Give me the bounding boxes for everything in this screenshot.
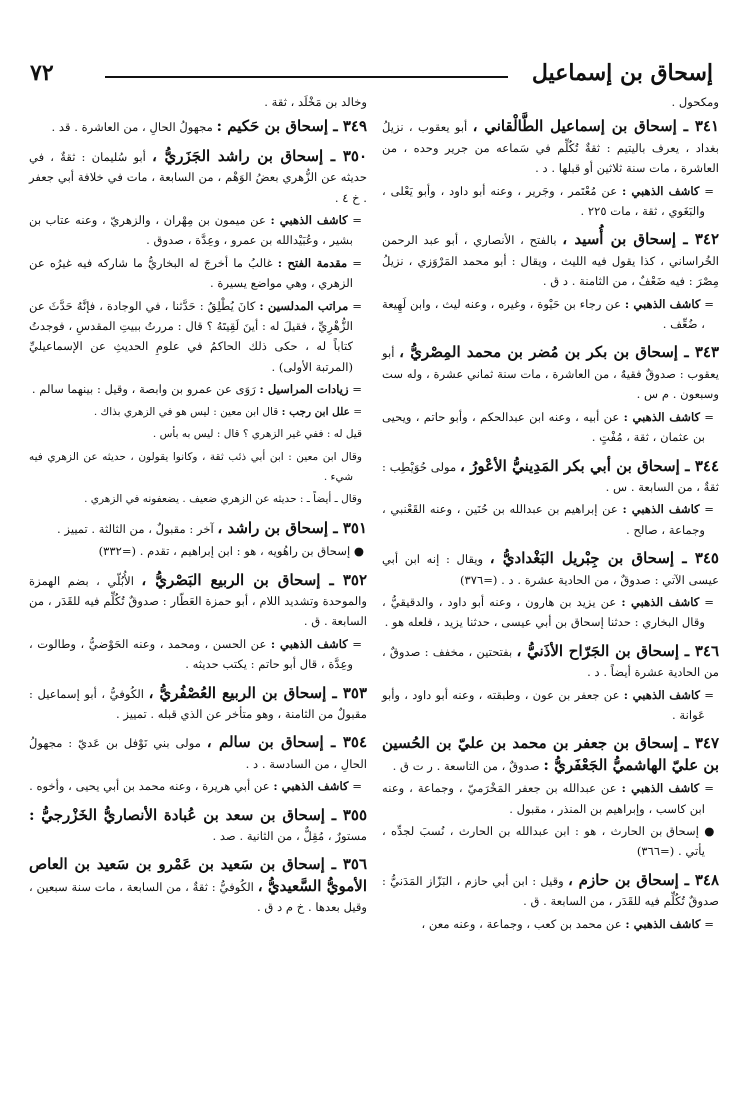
note-label: كاشف الذهبي : bbox=[621, 781, 700, 796]
entry-body: أبو سُليمان : ثقةٌ ، في حديثه عن الزُّهري بعضُ الوَهْم ، من السابعة ، مات في خلافة أبي جعفر . خ ٤ . bbox=[29, 149, 367, 205]
note-text: عن الحسن ، ومحمد ، وعنه الحَوْضيُّ ، وطالوت ، وعِدَّة ، قال أبو حاتم : يكتب حديثه . bbox=[29, 636, 353, 672]
note-kashif: = كاشف الذهبي : عن أبي هريرة ، وعنه محمد بن أبي يحيى ، وأخوه . bbox=[29, 779, 362, 794]
entry-heading: ٣٤٧ ـ إسحاق بن جعفر بن محمد بن عليّ بن الحُسين بن عليّ الهاشميُّ الجَعْفَريُّ : bbox=[382, 734, 719, 774]
entry-body: مجهولُ الحالِ ، من العاشرة . قد . bbox=[51, 120, 217, 135]
continuation-text: وخالد بن مَخْلَد ، ثقة . bbox=[264, 95, 367, 109]
note-kashif: = كاشف الذهبي : عن إبراهيم بن عبدالله بن حُنَين ، وعنه القَعْنبي ، وجماعة ، صالح . bbox=[382, 502, 714, 537]
note-kashif: = كاشف الذهبي : عن رجاء بن حَيْوة ، وغيره ، وعنه ليث ، وابن لَهِيعة ، ضُعِّف . bbox=[382, 296, 714, 332]
entry-body: مولى بني نَوْفل بن عَديّ : مجهولُ الحالِ ، من السادسة . د . bbox=[29, 736, 367, 771]
note-text: عن يزيد بن هارون ، وعنه أبو داود ، والدقيقيُّ ، وقال البخاري : حدثنا إسحاق بن أبي عيسى ، حدثنا يزيد ، فلعله هو . bbox=[382, 594, 705, 630]
note-text: عن محمد بن كعب ، وجماعة ، وعنه معن ، bbox=[421, 916, 626, 931]
page-number: ٧٢ bbox=[30, 60, 54, 86]
entry-heading: ٣٥٥ ـ إسحاق بن سعد بن عُبادة الأنصاريُّ الخَزْرجيُّ : bbox=[29, 805, 367, 824]
note-kashif: = كاشف الذهبي : عن أبيه ، وعنه ابن عبدالحكم ، وأبو حاتم ، ويحيى بن عثمان ، ثقة ، مُفْتٍ . bbox=[382, 409, 714, 445]
note-label: كاشف الذهبي : bbox=[624, 296, 701, 311]
note-text: عن عبدالله بن جعفر المَخْرَميّ ، وجماعة ، وعنه ابن كاسب ، وإبراهيم بن المنذر ، مقبول . bbox=[382, 781, 705, 816]
entry-heading: ٣٥٢ ـ إسحاق بن الربيع البَصْريُّ ، bbox=[141, 570, 367, 589]
entry-body: بالفتح ، الأنصاري ، أبو عبد الرحمن الخُراساني ، كذا يقول فيه الليث ، ويقال : أبو محمد المَرْوَزي ، نزيلُ مِصْرَ : فيه ضَعْفٌ ، من الثامنة . د ق . bbox=[382, 233, 719, 289]
note-muqaddima: = مقدمة الفتح : غالبُ ما أخرجَ له البخاريُّ ما شاركه فيه غيرُه عن الزهري ، وهي مواضع يسيرة . bbox=[29, 255, 362, 291]
entry-heading: ٣٥٤ ـ إسحاق بن سالم ، bbox=[206, 733, 367, 752]
entry-heading: ٣٤٤ ـ إسحاق بن أبي بكر المَدِينيُّ الأعْورُ ، bbox=[459, 456, 719, 475]
entry-heading: ٣٤٩ ـ إسحاق بن حَكيم : bbox=[216, 117, 367, 136]
entry-heading: ٣٤٣ ـ إسحاق بن بكر بن مُضر بن محمد المِصْريُّ ، bbox=[399, 343, 719, 362]
entry-heading: ٣٤٥ ـ إسحاق بن جِبْريل البَغْداديُّ ، bbox=[489, 549, 719, 568]
note-kashif: = كاشف الذهبي : عن محمد بن كعب ، وجماعة ، وعنه معن ، bbox=[421, 916, 714, 931]
left-column bbox=[29, 92, 367, 926]
entry-356 bbox=[29, 854, 367, 917]
note-text: عن أبيه ، وعنه ابن عبدالحكم ، وأبو حاتم ، ويحيى بن عثمان ، ثقة ، مُفْتٍ . bbox=[382, 409, 705, 445]
entry-344 bbox=[382, 456, 719, 541]
note-label: كاشف الذهبي : bbox=[621, 594, 700, 609]
note-kashif: = كاشف الذهبي : عن مُعْتَمر ، وجَرير ، وعنه أبو داود ، وأبو يَعْلى ، والبَغَوي ، ثقة ، مات ٢٢٥ . bbox=[382, 183, 714, 219]
entry-heading: ٣٤٨ ـ إسحاق بن حازم ، bbox=[568, 870, 719, 889]
entry-heading: ٣٤١ ـ إسحاق بن إسماعيل الطَّالْقاني ، bbox=[472, 117, 720, 136]
entry-body: الكُوفيُّ : ثقةٌ ، من السابعة ، مات سنة سبعين ، وقيل بعدها . خ م د ق . bbox=[29, 879, 367, 915]
entry-body: الكُوفيُّ ، أبو إسماعيل : مقبولٌ من الثامنة ، وهو متأخر عن الذي قبله . تمييز . bbox=[29, 686, 367, 721]
note-label: كاشف الذهبي : bbox=[622, 502, 700, 517]
note-label: كاشف الذهبي : bbox=[623, 409, 700, 424]
running-head bbox=[30, 60, 713, 94]
entry-body: الأُبُلّي ، بضم الهمزة والموحدة وتشديد اللام ، أبو حمزة العَطّار : صدوقٌ تُكُلِّم فيه للقَدَر ، من السابعة . ق . bbox=[29, 573, 367, 629]
cross-reference-text: إسحاق بن الحارث ، هو : ابن عبدالله بن الحارث ، نُسبَ لجدِّه ، يأتي . (=٣٦٦) bbox=[382, 824, 705, 859]
note-label: كاشف الذهبي : bbox=[270, 636, 348, 651]
entry-352 bbox=[29, 570, 367, 675]
entry-heading: ٣٤٢ ـ إسحاق بن أُسيد ، bbox=[562, 230, 720, 249]
entry-347 bbox=[382, 733, 719, 861]
entry-345 bbox=[382, 548, 719, 633]
note-label: علل ابن رجب : bbox=[281, 405, 350, 418]
cross-reference: ● إسحاق بن راهُويه ، هو : ابن إبراهيم ، تقدم . (=٣٣٢) bbox=[98, 544, 364, 559]
entry-342 bbox=[382, 229, 719, 334]
note-kashif: = كاشف الذهبي : عن جعفر بن عون ، وطبقته ، وعنه أبو داود ، وأبو عَوانة . bbox=[382, 687, 714, 722]
note-text: عن جعفر بن عون ، وطبقته ، وعنه أبو داود ، وأبو عَوانة . bbox=[382, 687, 705, 722]
note-ilal: = علل ابن رجب : قال ابن معين : ليس هو في الزهري بذاك . bbox=[93, 405, 362, 418]
note-text: كانَ يُطْلِقُ : حَدَّثنا ، في الوجادة ، فإنَّهُ حَدَّثَ عن الزُّهْرِيِّ ، فقيلَ له : أينَ لَقِيتَهُ ؟ قال : مررتُ ببيتِ المقدسِ ، فوجدتُ كتاباً له ، حكى ذلك الحاكمُ في علومِ الحديثِ عن الإسماعيليِّ (المرتبة الأولى) . bbox=[29, 298, 353, 374]
note-line: وقال ـ أيضاً ـ : حديثه عن الزهري ضعيف . يضعفونه في الزهري . bbox=[84, 493, 362, 506]
entry-343 bbox=[382, 342, 719, 447]
entry-heading: ٣٥٠ ـ إسحاق بن راشد الجَزَريُّ ، bbox=[152, 146, 368, 165]
entry-body: أبو يعقوب : صدوقٌ فقيهٌ ، من العاشرة ، مات سنة ثماني عشرة ، وله ست وسبعون . م س . bbox=[382, 346, 719, 402]
entry-body: أبو يعقوب ، نزيلُ بغداد ، يعرف باليتيم : ثقةٌ تُكُلِّم في سَماعه من جرير وحده ، من العاشرة ، مات سنة ثلاثين أو قبلها . د . bbox=[382, 120, 719, 176]
note-text: قال ابن معين : ليس هو في الزهري بذاك . bbox=[93, 405, 282, 418]
note-label: كاشف الذهبي : bbox=[270, 213, 348, 228]
note-maratib: = مراتب المدلسين : كانَ يُطْلِقُ : حَدَّثنا ، في الوجادة ، فإنَّهُ حَدَّثَ عن الزُّهْرِيِّ ، فقيلَ له : أينَ لَقِيتَهُ ؟ قال : مررتُ ببيتِ المقدسِ ، فوجدتُ كتاباً له ، حكى ذلك الحاكمُ في علومِ الحديثِ عن الإسماعيليِّ (المرتبة الأولى) . bbox=[29, 298, 362, 374]
entry-body: مولى حُوَيْطِب : ثقةٌ ، من السابعة . س . bbox=[382, 459, 719, 494]
note-text: رَوَى عن عمرو بن وابصة ، وقيل : بينهما سالم . bbox=[31, 382, 260, 397]
entry-body: ويقال : إنه ابن أبي عيسى الآتي : صدوقٌ ، من الحادية عشرة . د . (=٣٧٦) bbox=[382, 552, 719, 587]
entry-351 bbox=[29, 518, 367, 562]
entry-body: مستورٌ ، مُقِلٌّ ، من الثانية . صد . bbox=[212, 829, 367, 843]
note-text: غالبُ ما أخرجَ له البخاريُّ ما شاركه فيه غيرُه عن الزهري ، وهي مواضع يسيرة . bbox=[29, 255, 353, 291]
note-label: كاشف الذهبي : bbox=[273, 779, 349, 794]
entry-341 bbox=[382, 116, 719, 221]
entry-heading: ٣٥٦ ـ إسحاق بن سَعيد بن عَمْرو بن سَعيد بن العاص الأمويُّ السَّعيديُّ ، bbox=[29, 855, 367, 895]
note-label: زيادات المراسيل : bbox=[259, 382, 349, 397]
note-label: مقدمة الفتح : bbox=[277, 255, 348, 270]
entry-body: بفتحتين ، مخفف : صدوقٌ ، من الحادية عشرة أيضاً . د . bbox=[382, 644, 719, 680]
running-title: إسحاق بن إسماعيل bbox=[531, 60, 713, 86]
note-kashif: = كاشف الذهبي : عن عبدالله بن جعفر المَخْرَميّ ، وجماعة ، وعنه ابن كاسب ، وإبراهيم بن المنذر ، مقبول . bbox=[382, 781, 714, 816]
cross-reference: ● إسحاق بن الحارث ، هو : ابن عبدالله بن الحارث ، نُسبَ لجدِّه ، يأتي . (=٣٦٦) bbox=[382, 824, 716, 859]
entry-heading: ٣٥١ ـ إسحاق بن راشد ، bbox=[217, 518, 367, 537]
note-line: قيل له : ففي غير الزهري ؟ قال : ليس به بأس . bbox=[152, 428, 362, 441]
entry-heading: ٣٥٣ ـ إسحاق بن الربيع العُصْفُريُّ ، bbox=[148, 683, 367, 702]
entry-body: صدوقٌ ، من التاسعة . ر ت ق . bbox=[392, 758, 544, 773]
entry-heading: ٣٤٦ ـ إسحاق بن الجَرّاح الأذَنيُّ ، bbox=[516, 641, 720, 660]
note-kashif: = كاشف الذهبي : عن ميمون بن مِهْران ، والزهريّ ، وعنه عتاب بن بشير ، وعُبَيْدالله بن عمرو ، وعِدَّة ، صدوق . bbox=[29, 213, 362, 248]
note-text: عن إبراهيم بن عبدالله بن حُنَين ، وعنه القَعْنبي ، وجماعة ، صالح . bbox=[382, 502, 705, 537]
entry-354 bbox=[29, 732, 367, 796]
continuation-text: ومكحول . bbox=[671, 95, 719, 109]
note-ziyadat: = زيادات المراسيل : رَوَى عن عمرو بن وابصة ، وقيل : بينهما سالم . bbox=[31, 382, 362, 397]
header-rule bbox=[105, 76, 508, 78]
note-text: عن مُعْتَمر ، وجَرير ، وعنه أبو داود ، وأبو يَعْلى ، والبَغَوي ، ثقة ، مات ٢٢٥ . bbox=[382, 183, 705, 219]
entry-body: وقيل : ابن أبي حازم ، البَزّاز المَدَنيُّ : صدوقٌ تُكُلِّم فيه للقَدَر ، من السابعة . ق . bbox=[382, 873, 719, 909]
cross-reference-text: إسحاق بن راهُويه ، هو : ابن إبراهيم ، تقدم . (=٣٣٢) bbox=[98, 544, 351, 559]
entry-350 bbox=[29, 146, 367, 510]
note-label: كاشف الذهبي : bbox=[625, 916, 701, 931]
note-kashif: = كاشف الذهبي : عن يزيد بن هارون ، وعنه أبو داود ، والدقيقيُّ ، وقال البخاري : حدثنا إسحاق بن أبي عيسى ، حدثنا يزيد ، فلعله هو . bbox=[382, 594, 714, 630]
note-text: عن رجاء بن حَيْوة ، وغيره ، وعنه ليث ، وابن لَهِيعة ، ضُعِّف . bbox=[382, 296, 705, 332]
entry-349 bbox=[29, 116, 367, 137]
note-label: كاشف الذهبي : bbox=[621, 183, 700, 198]
note-kashif: = كاشف الذهبي : عن الحسن ، ومحمد ، وعنه الحَوْضيُّ ، وطالوت ، وعِدَّة ، قال أبو حاتم : يكتب حديثه . bbox=[29, 636, 362, 672]
note-text: عن ميمون بن مِهْران ، والزهريّ ، وعنه عتاب بن بشير ، وعُبَيْدالله بن عمرو ، وعِدَّة ، صدوق . bbox=[29, 213, 353, 248]
note-text: عن أبي هريرة ، وعنه محمد بن أبي يحيى ، وأخوه . bbox=[29, 779, 274, 794]
note-label: مراتب المدلسين : bbox=[259, 298, 349, 313]
entry-body: آخر : مقبولٌ ، من الثالثة . تمييز . bbox=[57, 521, 218, 536]
entry-355 bbox=[29, 805, 367, 847]
entry-346 bbox=[382, 641, 719, 726]
entry-353 bbox=[29, 683, 367, 725]
right-column bbox=[382, 92, 719, 942]
note-label: كاشف الذهبي : bbox=[623, 687, 701, 702]
note-line: وقال ابن معين : ابن أبي ذئب ثقة ، وكانوا يقولون ، حديثه عن الزهري فيه شيء . bbox=[29, 450, 362, 483]
entry-348 bbox=[382, 870, 719, 934]
